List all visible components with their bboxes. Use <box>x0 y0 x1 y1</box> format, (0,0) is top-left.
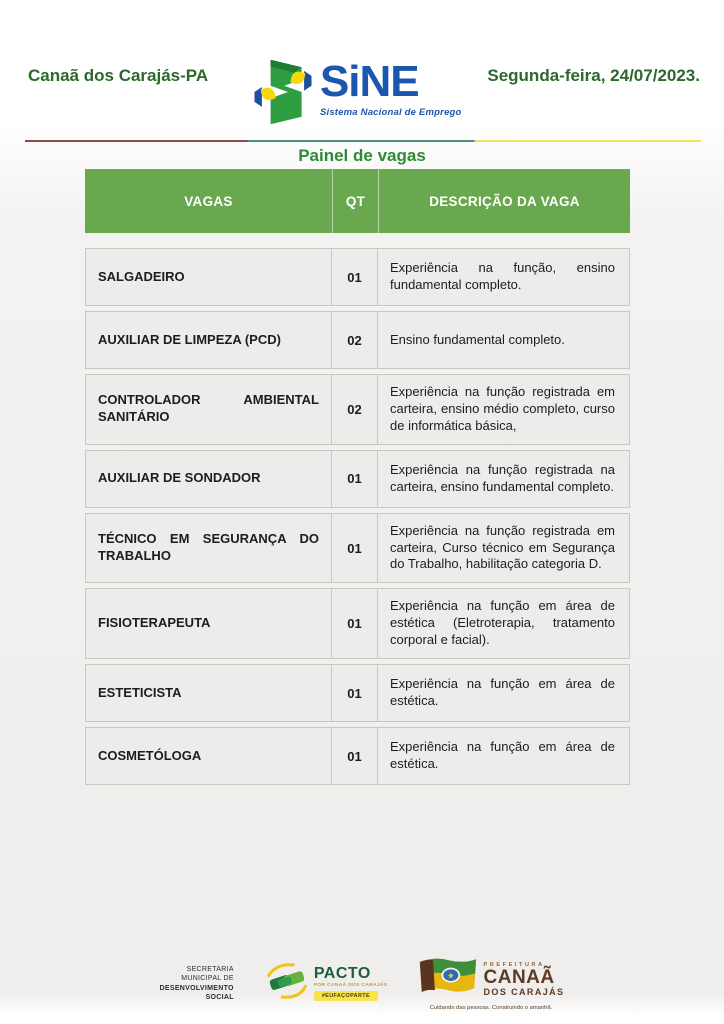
sine-logo-subtitle: Sistema Nacional de Emprego <box>319 107 462 118</box>
vacancy-description-cell: Experiência na função, ensino fundamental completo. <box>377 249 627 305</box>
handshake-icon <box>264 960 310 1007</box>
table-row <box>85 513 630 584</box>
prefeitura-logo-top <box>418 956 565 1003</box>
footer <box>0 956 724 1011</box>
vacancy-qt-cell: 02 <box>331 375 377 444</box>
secretaria-line: SECRETARIA <box>186 965 234 973</box>
pacto-name: PACTO <box>313 965 371 982</box>
table-row <box>85 664 630 722</box>
column-header-qt: QT <box>332 169 378 233</box>
vacancy-qt-cell: 02 <box>331 312 377 368</box>
prefeitura-logo-text <box>484 962 565 997</box>
vacancy-name-cell: AUXILIAR DE LIMPEZA (PCD) <box>98 331 281 347</box>
vacancy-qt-cell: 01 <box>331 728 377 784</box>
tricolor-divider <box>25 140 701 142</box>
table-row <box>85 588 630 659</box>
vacancy-description-cell: Experiência na função registrada na carteira, ensino fundamental completo. <box>377 451 627 507</box>
table-row <box>85 248 630 306</box>
prefeitura-logo <box>418 956 565 1011</box>
sine-logo-text <box>319 57 462 118</box>
pacto-subtitle: POR CANAÃ DOS CARAJÁS <box>313 983 388 988</box>
vacancies-table <box>85 169 630 790</box>
vacancy-name-cell: COSMETÓLOGA <box>98 747 202 763</box>
page-title: Painel de vagas <box>298 146 426 165</box>
vacancy-name-cell: TÉCNICO EM SEGURANÇA DO TRABALHO <box>98 531 319 563</box>
city-label: Canaã dos Carajás-PA <box>28 66 209 85</box>
vacancy-qt-cell: 01 <box>331 589 377 658</box>
sine-logo-name: SiNE <box>319 57 419 106</box>
table-row <box>85 727 630 785</box>
vacancy-name-cell: ESTETICISTA <box>98 684 182 700</box>
pacto-hashtag-badge: #EUFAÇOPARTE <box>314 991 378 1001</box>
secretaria-line: SOCIAL <box>205 993 234 1001</box>
table-row <box>85 311 630 369</box>
sine-ribbon-icon <box>252 52 314 137</box>
vacancy-qt-cell: 01 <box>331 514 377 583</box>
table-row <box>85 374 630 445</box>
pacto-logo <box>264 960 388 1007</box>
prefeitura-name: CANAÃ <box>483 967 555 988</box>
prefeitura-name2: DOS CARAJÁS <box>483 987 565 997</box>
table-header-row <box>85 169 630 233</box>
vacancy-name-cell: FISIOTERAPEUTA <box>98 615 211 631</box>
vacancy-description-cell: Experiência na função em área de estética. <box>377 665 627 721</box>
vacancy-description-cell: Ensino fundamental completo. <box>377 312 627 368</box>
sine-logo <box>252 52 462 137</box>
vacancy-qt-cell: 01 <box>331 249 377 305</box>
svg-text:★: ★ <box>446 970 455 981</box>
column-header-vagas: VAGAS <box>184 193 233 209</box>
flag-icon <box>418 956 478 1003</box>
prefeitura-tagline: Cuidando das pessoas. Construindo o amanhã. <box>429 1005 553 1011</box>
secretaria-logo-text <box>160 965 234 1003</box>
table-row <box>85 450 630 508</box>
pacto-logo-text <box>314 966 388 1001</box>
date-label: Segunda-feira, 24/07/2023. <box>487 66 700 85</box>
prefeitura-label: PREFEITURA <box>483 962 545 968</box>
secretaria-line: MUNICIPAL DE <box>181 975 234 983</box>
secretaria-line: DESENVOLVIMENTO <box>159 984 234 992</box>
vacancy-name-cell: SALGADEIRO <box>98 268 185 284</box>
vacancy-description-cell: Experiência na função em área de estética (Eletroterapia, tratamento corporal e facial). <box>377 589 627 658</box>
column-header-descricao: DESCRIÇÃO DA VAGA <box>378 169 630 233</box>
vacancy-qt-cell: 01 <box>331 665 377 721</box>
document-header <box>28 52 700 137</box>
vacancy-description-cell: Experiência na função registrada em carteira, Curso técnico em Segurança do Trabalho, habilitação categoria D. <box>377 514 627 583</box>
vacancy-name-cell: CONTROLADOR AMBIENTAL SANITÁRIO <box>98 392 319 425</box>
table-rows <box>85 248 630 785</box>
vacancy-description-cell: Experiência na função em área de estética. <box>377 728 627 784</box>
vacancy-name-cell: AUXILIAR DE SONDADOR <box>98 470 261 486</box>
vacancy-description-cell: Experiência na função registrada em carteira, ensino médio completo, curso de informática básica, <box>377 375 627 444</box>
vacancy-qt-cell: 01 <box>331 451 377 507</box>
